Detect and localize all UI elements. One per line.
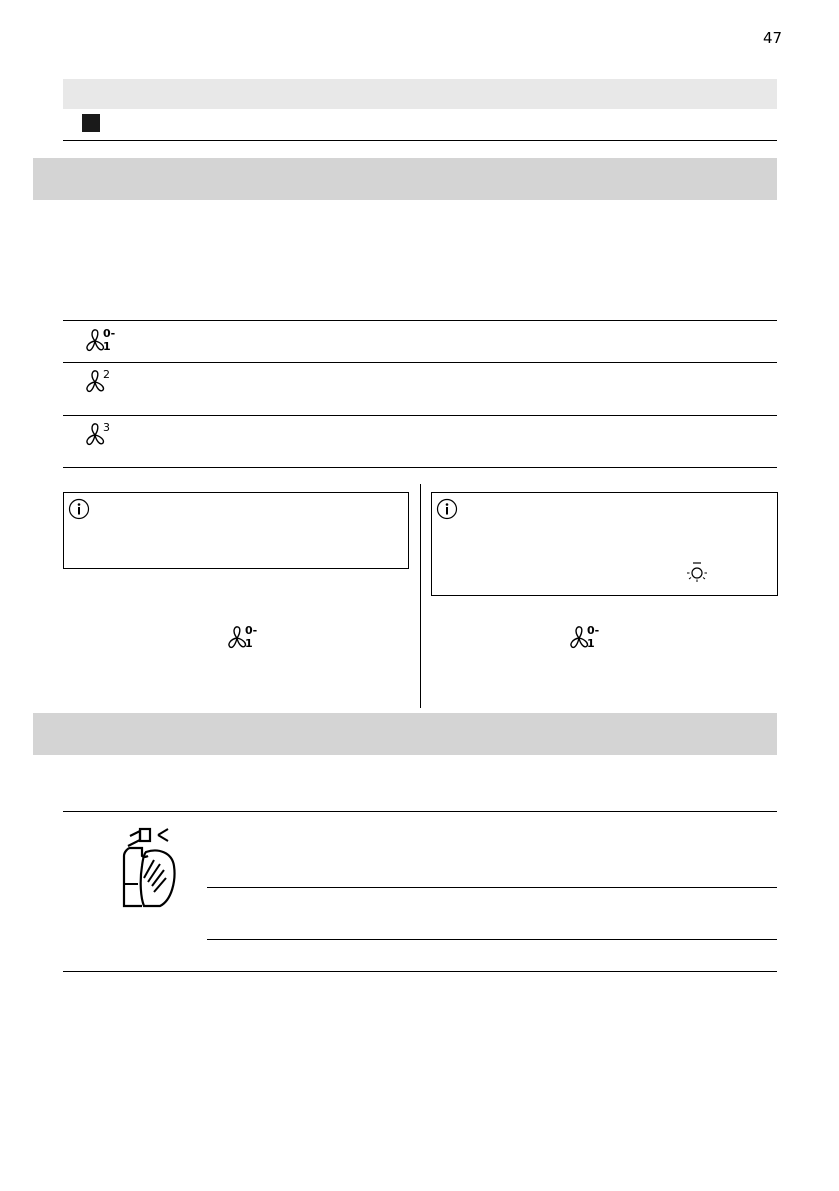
- fan-speed-icon: [226, 624, 258, 654]
- section-heading-band: [33, 158, 777, 200]
- info-icon: [68, 498, 90, 524]
- divider: [207, 939, 777, 940]
- fan-level-label: 0-1: [587, 624, 600, 650]
- divider: [63, 320, 777, 321]
- fan-level-label: 0-1: [245, 624, 258, 650]
- fan-speed-icon: [84, 421, 108, 451]
- divider: [63, 971, 777, 972]
- page-number: 47: [763, 29, 783, 47]
- info-box-right: [431, 492, 778, 596]
- spray-bottle-cloth-icon: [110, 826, 178, 914]
- info-icon: [436, 498, 458, 524]
- fan-level-label: 3: [103, 421, 110, 434]
- divider: [63, 362, 777, 363]
- fan-speed-icon: [568, 624, 600, 654]
- black-square-icon: [82, 114, 100, 132]
- fan-speed-icon: [84, 368, 108, 398]
- fan-level-label: 0-1: [103, 327, 116, 353]
- section-heading-band: [33, 713, 777, 755]
- fan-level-label: 2: [103, 368, 110, 381]
- table-header-band: [63, 79, 777, 109]
- divider: [63, 811, 777, 812]
- info-box-left: [63, 492, 409, 569]
- column-divider: [420, 484, 421, 708]
- fan-speed-icon: [84, 327, 116, 357]
- divider: [207, 887, 777, 888]
- divider: [63, 415, 777, 416]
- divider: [63, 467, 777, 468]
- light-bulb-icon: [685, 561, 709, 587]
- divider: [63, 140, 777, 141]
